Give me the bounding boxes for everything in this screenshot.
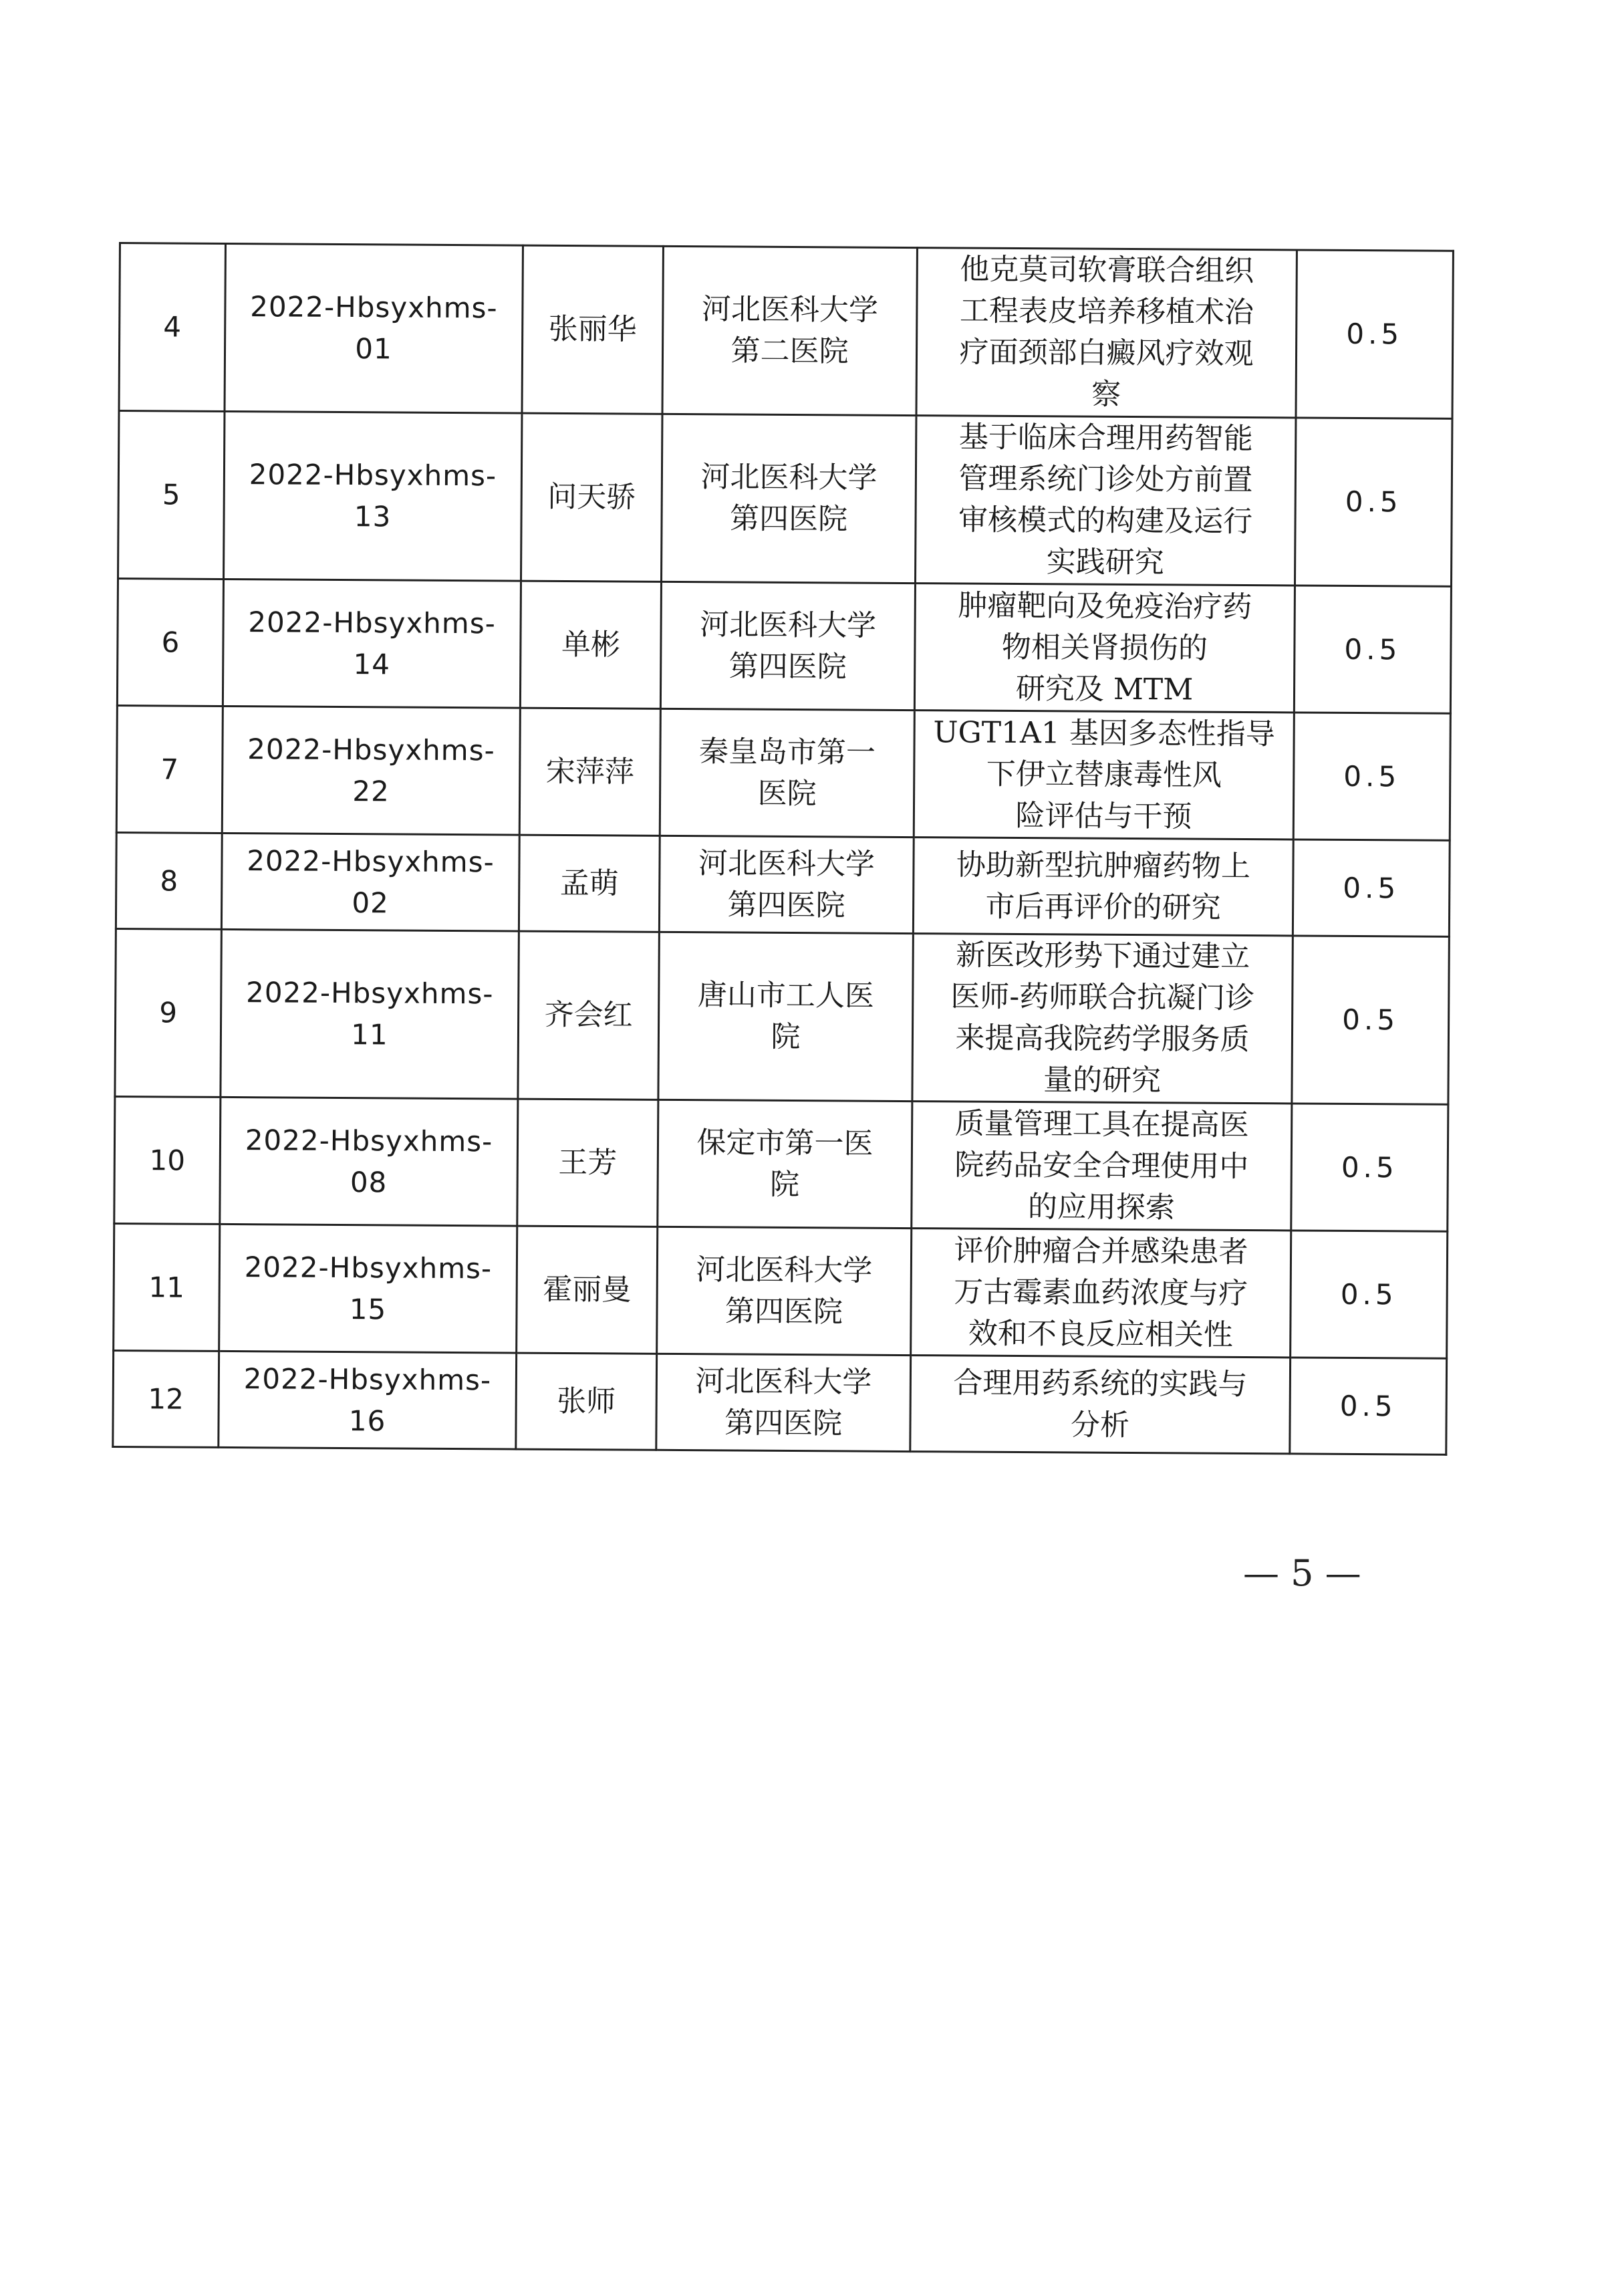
- project-title-cell-line: 工程表皮培养移植术治: [959, 293, 1254, 330]
- score-cell: 0.5: [1295, 418, 1452, 586]
- project-title-cell-line: 分析: [1070, 1407, 1130, 1442]
- unit-cell: [661, 414, 916, 583]
- unit-cell: [658, 1100, 912, 1228]
- table-row: [115, 928, 1449, 1104]
- score-cell: 0.5: [1294, 586, 1451, 713]
- project-code-cell: 2022-Hbsyxhms-08: [220, 1097, 518, 1226]
- applicant-name-cell: 宋萍萍: [519, 708, 660, 836]
- project-title-cell-line: 合理用药系统的实践与: [953, 1365, 1248, 1402]
- project-title-cell-line: 协助新型抗肿瘤药物上: [956, 847, 1251, 884]
- score-cell: 0.5: [1291, 1104, 1448, 1231]
- project-code-cell: 2022-Hbsyxhms-16: [219, 1351, 517, 1449]
- project-title-cell-line: 下伊立替康毒性风: [986, 757, 1222, 793]
- unit-cell-line: 河北医科大学: [701, 292, 879, 328]
- project-title-cell-line: 院药品安全合理使用中: [954, 1147, 1249, 1184]
- row-number-cell: 7: [116, 705, 223, 833]
- project-title-cell: [910, 1356, 1291, 1454]
- unit-cell-line: 第四医院: [727, 887, 845, 922]
- unit-cell-line: 第二医院: [730, 334, 849, 369]
- applicant-name-cell: 问天骄: [521, 413, 662, 582]
- project-title-cell-line: 肿瘤靶向及免疫治疗药: [958, 588, 1252, 624]
- project-title-cell-line: 医师-药师联合抗凝门诊: [950, 979, 1255, 1016]
- table-row: [113, 1350, 1447, 1454]
- row-number-cell: 5: [118, 411, 225, 580]
- project-code-cell: 2022-Hbsyxhms-22: [222, 706, 520, 835]
- project-title-cell: [914, 584, 1295, 713]
- row-number-cell: 8: [116, 832, 222, 929]
- unit-cell-line: 河北医科大学: [699, 607, 877, 643]
- table-row: [117, 579, 1451, 714]
- project-title-cell: [911, 1229, 1291, 1358]
- unit-cell-line: 河北医科大学: [696, 1252, 873, 1288]
- unit-cell: [656, 1354, 911, 1451]
- table-row: [116, 832, 1450, 936]
- unit-cell-line: 第四医院: [729, 501, 848, 537]
- project-title-cell: [912, 934, 1293, 1104]
- table-row: [119, 243, 1453, 419]
- row-number-cell: 12: [113, 1350, 219, 1447]
- unit-cell-line: 河北医科大学: [698, 846, 876, 882]
- project-title-cell-line: 研究及 MTM: [1015, 671, 1194, 707]
- unit-cell-line: 第四医院: [728, 648, 847, 684]
- project-title-cell-line: 的应用探索: [1027, 1189, 1176, 1225]
- project-code-cell: 2022-Hbsyxhms-15: [219, 1224, 517, 1353]
- project-title-cell-line: 市后再评价的研究: [985, 889, 1221, 925]
- project-title-cell-line: 万古霉素血药浓度与疗: [954, 1274, 1248, 1311]
- applicant-name-cell: 张丽华: [522, 245, 663, 414]
- project-title-cell-line: UGT1A1 基因多态性指导: [933, 715, 1275, 751]
- project-title-cell: [916, 248, 1297, 418]
- unit-cell-line: 医院: [757, 776, 817, 811]
- page-number: — 5 —: [1243, 1552, 1361, 1594]
- project-title-cell: [915, 416, 1295, 586]
- project-title-cell-line: 审核模式的构建及运行: [958, 503, 1253, 539]
- project-title-cell-line: 基于临床合理用药智能: [958, 420, 1253, 457]
- project-title-cell: [914, 711, 1294, 840]
- unit-cell-line: 河北医科大学: [700, 460, 878, 495]
- project-code-cell: 2022-Hbsyxhms-02: [221, 833, 519, 931]
- applicant-name-cell: 张师: [516, 1353, 657, 1450]
- score-cell: 0.5: [1292, 936, 1449, 1104]
- unit-cell: [660, 709, 914, 837]
- score-cell: 0.5: [1296, 250, 1453, 418]
- project-title-cell-line: 质量管理工具在提高医: [954, 1106, 1249, 1142]
- project-title-cell: [912, 1102, 1292, 1231]
- project-title-cell-line: 察: [1091, 377, 1121, 412]
- unit-cell-line: 唐山市工人医: [697, 978, 874, 1013]
- row-number-cell: 9: [115, 928, 221, 1097]
- applicant-name-cell: 齐会红: [518, 931, 659, 1100]
- table-row: [114, 1096, 1448, 1231]
- project-title-cell-line: 来提高我院药学服务质: [955, 1021, 1250, 1057]
- unit-cell-line: 秦皇岛市第一: [698, 734, 876, 770]
- applicant-name-cell: 王芳: [517, 1099, 658, 1227]
- row-number-cell: 6: [117, 579, 223, 707]
- unit-cell: [657, 1227, 912, 1355]
- unit-cell-line: 第四医院: [724, 1405, 843, 1440]
- unit-cell: [659, 836, 914, 933]
- unit-cell-line: 院: [769, 1167, 800, 1202]
- row-number-cell: 4: [119, 243, 225, 412]
- project-title-cell-line: 实践研究: [1046, 545, 1164, 580]
- applicant-name-cell: 霍丽曼: [517, 1226, 658, 1354]
- project-code-cell: 2022-Hbsyxhms-14: [223, 579, 521, 708]
- unit-cell-line: 保定市第一医: [696, 1125, 874, 1161]
- project-title-cell-line: 物相关肾损伤的: [1001, 630, 1208, 666]
- unit-cell: [662, 246, 917, 415]
- unit-cell: [658, 932, 913, 1101]
- applicant-name-cell: 孟萌: [519, 835, 660, 932]
- score-cell: 0.5: [1291, 1231, 1448, 1358]
- project-title-cell-line: 新医改形势下通过建立: [956, 938, 1250, 975]
- score-cell: 0.5: [1290, 1358, 1447, 1454]
- project-title-cell: [913, 838, 1293, 936]
- project-table: [112, 242, 1454, 1456]
- project-code-cell: 2022-Hbsyxhms-01: [225, 243, 523, 413]
- score-cell: 0.5: [1293, 840, 1450, 936]
- project-title-cell-line: 他克莫司软膏联合组织: [960, 252, 1254, 289]
- project-title-cell-line: 评价肿瘤合并感染患者: [954, 1233, 1248, 1269]
- project-code-cell: 2022-Hbsyxhms-13: [224, 411, 522, 581]
- applicant-name-cell: 单彬: [520, 581, 661, 709]
- table-row: [114, 1223, 1448, 1358]
- score-cell: 0.5: [1293, 713, 1450, 840]
- unit-cell: [660, 582, 915, 710]
- project-code-cell: 2022-Hbsyxhms-11: [221, 929, 519, 1099]
- row-number-cell: 11: [114, 1223, 220, 1351]
- project-title-cell-line: 量的研究: [1043, 1063, 1162, 1098]
- table-row: [116, 705, 1450, 840]
- table-row: [118, 411, 1452, 587]
- unit-cell-line: 第四医院: [724, 1293, 843, 1329]
- project-title-cell-line: 险评估与干预: [1015, 798, 1192, 834]
- unit-cell-line: 院: [771, 1019, 801, 1055]
- project-title-cell-line: 疗面颈部白癜风疗效观: [959, 335, 1254, 372]
- project-title-cell-line: 管理系统门诊处方前置: [958, 461, 1253, 498]
- row-number-cell: 10: [114, 1096, 221, 1224]
- project-title-cell-line: 效和不良反应相关性: [968, 1316, 1233, 1352]
- unit-cell-line: 河北医科大学: [695, 1364, 872, 1400]
